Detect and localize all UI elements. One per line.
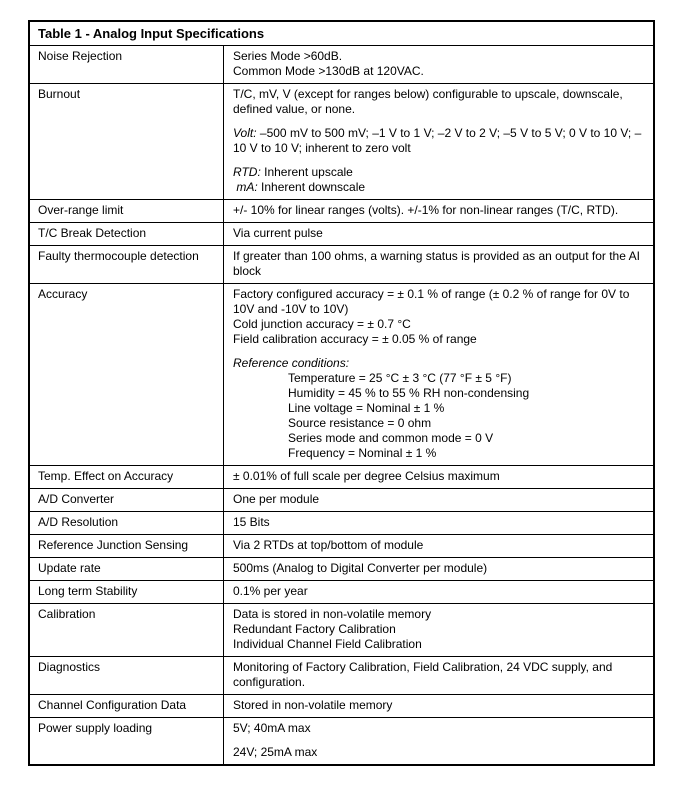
italic-prefix: mA:	[233, 180, 258, 194]
table-title: Table 1 - Analog Input Specifications	[30, 22, 653, 46]
spec-table	[28, 20, 655, 766]
spec-label: Accuracy	[30, 284, 224, 465]
spec-paragraph: Redundant Factory Calibration	[233, 622, 396, 636]
spec-row	[30, 284, 653, 466]
italic-prefix: Volt:	[233, 126, 257, 140]
spec-rows-container	[30, 46, 653, 764]
spec-paragraph: Volt: –500 mV to 500 mV; –1 V to 1 V; –2 V to 2 V; –5 V to 5 V; 0 V to 10 V; –10 V to 10 V; inherent to zero volt	[233, 126, 642, 155]
spec-row	[30, 512, 653, 535]
spec-value	[224, 223, 653, 245]
spec-label: Noise Rejection	[30, 46, 224, 83]
spec-label: Over-range limit	[30, 200, 224, 222]
spec-paragraph: One per module	[233, 492, 320, 506]
spec-paragraph: Individual Channel Field Calibration	[233, 637, 422, 651]
spec-paragraph: Stored in non-volatile memory	[233, 698, 393, 712]
spec-row	[30, 558, 653, 581]
spec-label: Temp. Effect on Accuracy	[30, 466, 224, 488]
spec-row	[30, 489, 653, 512]
spec-row	[30, 718, 653, 764]
spec-paragraph: 24V; 25mA max	[233, 745, 318, 759]
spec-paragraph: +/- 10% for linear ranges (volts). +/-1% for non-linear ranges (T/C, RTD).	[233, 203, 619, 217]
spec-paragraph: Frequency = Nominal ± 1 %	[288, 446, 437, 460]
spec-label: A/D Converter	[30, 489, 224, 511]
spec-row	[30, 604, 653, 657]
spec-value	[224, 604, 653, 656]
spec-label: Faulty thermocouple detection	[30, 246, 224, 283]
spec-label: T/C Break Detection	[30, 223, 224, 245]
spec-value	[224, 512, 653, 534]
spec-label: A/D Resolution	[30, 512, 224, 534]
spec-paragraph: Field calibration accuracy = ± 0.05 % of range	[233, 332, 477, 346]
spec-row	[30, 223, 653, 246]
spec-value	[224, 246, 653, 283]
spec-value	[224, 466, 653, 488]
spec-label: Burnout	[30, 84, 224, 199]
spec-paragraph: Source resistance = 0 ohm	[288, 416, 432, 430]
spec-paragraph: RTD: Inherent upscale	[233, 165, 353, 179]
spec-value	[224, 46, 653, 83]
spec-paragraph: T/C, mV, V (except for ranges below) configurable to upscale, downscale, defined value, or none.	[233, 87, 623, 116]
spec-label: Update rate	[30, 558, 224, 580]
spec-value	[224, 489, 653, 511]
spec-row	[30, 695, 653, 718]
spec-paragraph: Factory configured accuracy = ± 0.1 % of range (± 0.2 % of range for 0V to 10V and -10V to 10V)	[233, 287, 630, 316]
spec-paragraph: Reference conditions:	[233, 356, 350, 370]
spec-paragraph: mA: Inherent downscale	[233, 180, 366, 194]
spec-row	[30, 46, 653, 84]
spec-label: Diagnostics	[30, 657, 224, 694]
spec-row	[30, 200, 653, 223]
spec-paragraph: Via current pulse	[233, 226, 323, 240]
italic-prefix: RTD:	[233, 165, 261, 179]
spec-label: Long term Stability	[30, 581, 224, 603]
spec-value	[224, 718, 653, 764]
spec-row	[30, 246, 653, 284]
spec-paragraph: Common Mode >130dB at 120VAC.	[233, 64, 424, 78]
spec-label: Calibration	[30, 604, 224, 656]
spec-value	[224, 581, 653, 603]
spec-paragraph: 0.1% per year	[233, 584, 308, 598]
spec-paragraph: Data is stored in non-volatile memory	[233, 607, 432, 621]
spec-paragraph: Line voltage = Nominal ± 1 %	[288, 401, 445, 415]
spec-paragraph: 500ms (Analog to Digital Converter per module)	[233, 561, 488, 575]
spec-value	[224, 84, 653, 199]
spec-label: Channel Configuration Data	[30, 695, 224, 717]
spec-row	[30, 581, 653, 604]
spec-value	[224, 535, 653, 557]
spec-row	[30, 535, 653, 558]
spec-paragraph: Series Mode >60dB.	[233, 49, 343, 63]
spec-value	[224, 695, 653, 717]
spec-paragraph: If greater than 100 ohms, a warning status is provided as an output for the AI block	[233, 249, 640, 278]
spec-paragraph: ± 0.01% of full scale per degree Celsius maximum	[233, 469, 500, 483]
spec-paragraph: Cold junction accuracy = ± 0.7 °C	[233, 317, 411, 331]
spec-value	[224, 284, 653, 465]
spec-value	[224, 657, 653, 694]
spec-label: Power supply loading	[30, 718, 224, 764]
spec-paragraph: Humidity = 45 % to 55 % RH non-condensing	[288, 386, 530, 400]
spec-paragraph: 15 Bits	[233, 515, 270, 529]
spec-value	[224, 558, 653, 580]
spec-paragraph: Via 2 RTDs at top/bottom of module	[233, 538, 424, 552]
spec-row	[30, 466, 653, 489]
spec-row	[30, 84, 653, 200]
spec-row	[30, 657, 653, 695]
spec-label: Reference Junction Sensing	[30, 535, 224, 557]
spec-value	[224, 200, 653, 222]
spec-paragraph: Monitoring of Factory Calibration, Field Calibration, 24 VDC supply, and configuration.	[233, 660, 613, 689]
spec-paragraph: 5V; 40mA max	[233, 721, 311, 735]
spec-paragraph: Temperature = 25 °C ± 3 °C (77 °F ± 5 °F)	[288, 371, 512, 385]
spec-paragraph: Series mode and common mode = 0 V	[288, 431, 494, 445]
